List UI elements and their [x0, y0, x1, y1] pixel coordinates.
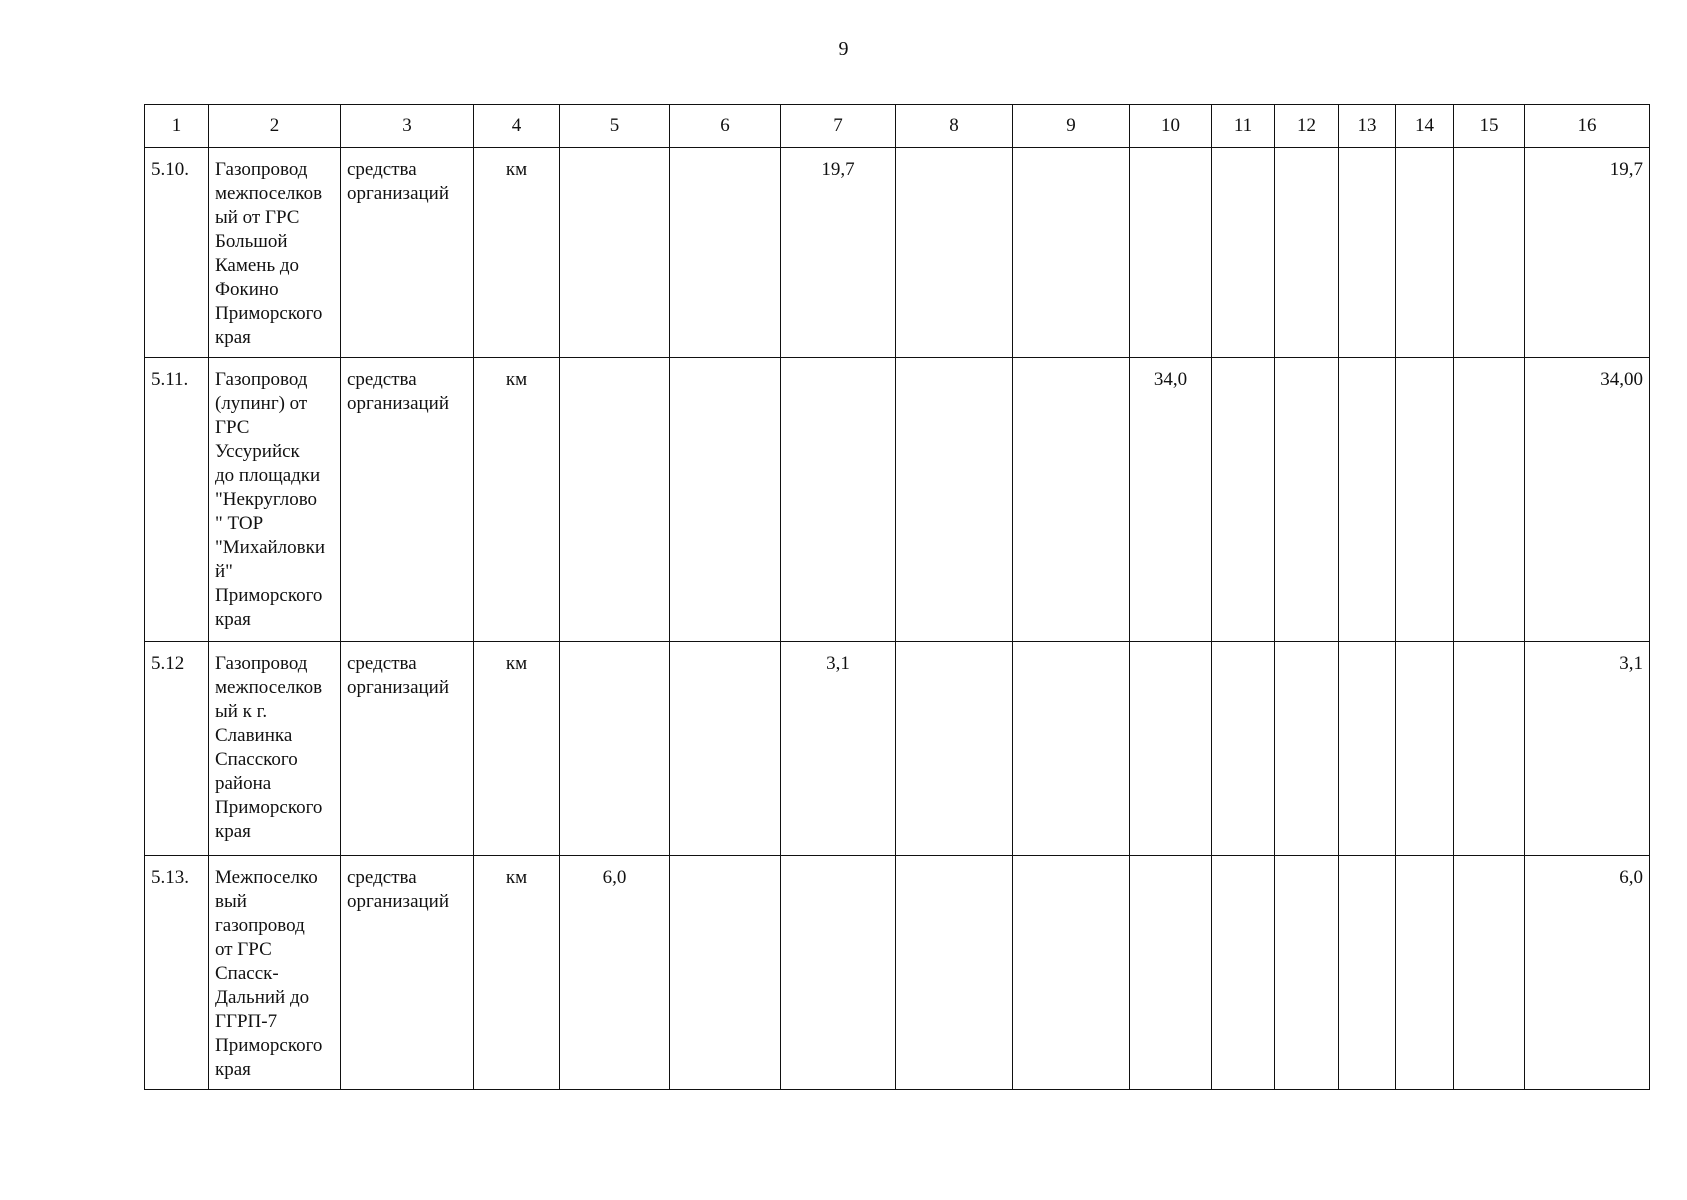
- value-cell: [781, 856, 896, 1090]
- value-cell: [1339, 642, 1396, 856]
- funding-source: средства организаций: [341, 856, 474, 1090]
- value-cell: [1396, 856, 1454, 1090]
- value-cell: [1454, 358, 1525, 642]
- value-cell: [1212, 642, 1275, 856]
- unit: км: [474, 358, 560, 642]
- total-cell: 3,1: [1525, 642, 1650, 856]
- column-header: 12: [1275, 105, 1339, 148]
- value-cell: [1275, 358, 1339, 642]
- value-cell: [670, 148, 781, 358]
- object-name: Газопровод межпоселков ый к г. Славинка Спасского района Приморского края: [209, 642, 341, 856]
- row-number: 5.12: [145, 642, 209, 856]
- value-cell: [1275, 148, 1339, 358]
- value-cell: [1013, 148, 1130, 358]
- funding-source: средства организаций: [341, 148, 474, 358]
- column-header: 9: [1013, 105, 1130, 148]
- value-cell: [896, 358, 1013, 642]
- value-cell: [1339, 358, 1396, 642]
- column-header: 16: [1525, 105, 1650, 148]
- value-cell: [1212, 148, 1275, 358]
- row-number: 5.11.: [145, 358, 209, 642]
- value-cell: [1013, 642, 1130, 856]
- column-header: 14: [1396, 105, 1454, 148]
- value-cell: [670, 856, 781, 1090]
- value-cell: [1454, 148, 1525, 358]
- page-number: 9: [838, 38, 849, 60]
- value-cell: [1130, 642, 1212, 856]
- column-header: 15: [1454, 105, 1525, 148]
- value-cell: [1275, 642, 1339, 856]
- value-cell: [1339, 148, 1396, 358]
- value-cell: [670, 358, 781, 642]
- value-cell: [1396, 642, 1454, 856]
- value-cell: [1212, 358, 1275, 642]
- object-name: Межпоселко вый газопровод от ГРС Спасск- Дальний до ГГРП-7 Приморского края: [209, 856, 341, 1090]
- data-table: [144, 104, 1650, 1090]
- total-cell: 19,7: [1525, 148, 1650, 358]
- object-name: Газопровод (лупинг) от ГРС Уссурийск до площадки "Некруглово " ТОР "Михайловки й" Приморского края: [209, 358, 341, 642]
- value-cell: [896, 148, 1013, 358]
- column-header: 3: [341, 105, 474, 148]
- value-cell: [560, 642, 670, 856]
- value-cell: 34,0: [1130, 358, 1212, 642]
- value-cell: [1454, 856, 1525, 1090]
- unit: км: [474, 642, 560, 856]
- column-header: 13: [1339, 105, 1396, 148]
- column-header: 10: [1130, 105, 1212, 148]
- value-cell: [1339, 856, 1396, 1090]
- value-cell: [1130, 148, 1212, 358]
- total-cell: 6,0: [1525, 856, 1650, 1090]
- column-header: 6: [670, 105, 781, 148]
- object-name: Газопровод межпоселков ый от ГРС Большой Камень до Фокино Приморского края: [209, 148, 341, 358]
- unit: км: [474, 856, 560, 1090]
- value-cell: [781, 358, 896, 642]
- column-header: 4: [474, 105, 560, 148]
- value-cell: [560, 358, 670, 642]
- column-header: 2: [209, 105, 341, 148]
- value-cell: 3,1: [781, 642, 896, 856]
- value-cell: [560, 148, 670, 358]
- value-cell: [1275, 856, 1339, 1090]
- value-cell: [1396, 148, 1454, 358]
- unit: км: [474, 148, 560, 358]
- value-cell: [1130, 856, 1212, 1090]
- funding-source: средства организаций: [341, 358, 474, 642]
- value-cell: [896, 642, 1013, 856]
- total-cell: 34,00: [1525, 358, 1650, 642]
- value-cell: [1396, 358, 1454, 642]
- column-header: 1: [145, 105, 209, 148]
- value-cell: 6,0: [560, 856, 670, 1090]
- column-header: 7: [781, 105, 896, 148]
- column-header: 11: [1212, 105, 1275, 148]
- table-row: [145, 148, 1650, 358]
- row-number: 5.10.: [145, 148, 209, 358]
- row-number: 5.13.: [145, 856, 209, 1090]
- column-header: 8: [896, 105, 1013, 148]
- value-cell: [896, 856, 1013, 1090]
- value-cell: [1013, 856, 1130, 1090]
- value-cell: [1212, 856, 1275, 1090]
- value-cell: [1013, 358, 1130, 642]
- table-row: [145, 358, 1650, 642]
- table-row: [145, 856, 1650, 1090]
- funding-source: средства организаций: [341, 642, 474, 856]
- value-cell: [1454, 642, 1525, 856]
- table-row: [145, 642, 1650, 856]
- value-cell: [670, 642, 781, 856]
- table-header-row: [145, 105, 1650, 148]
- value-cell: 19,7: [781, 148, 896, 358]
- column-header: 5: [560, 105, 670, 148]
